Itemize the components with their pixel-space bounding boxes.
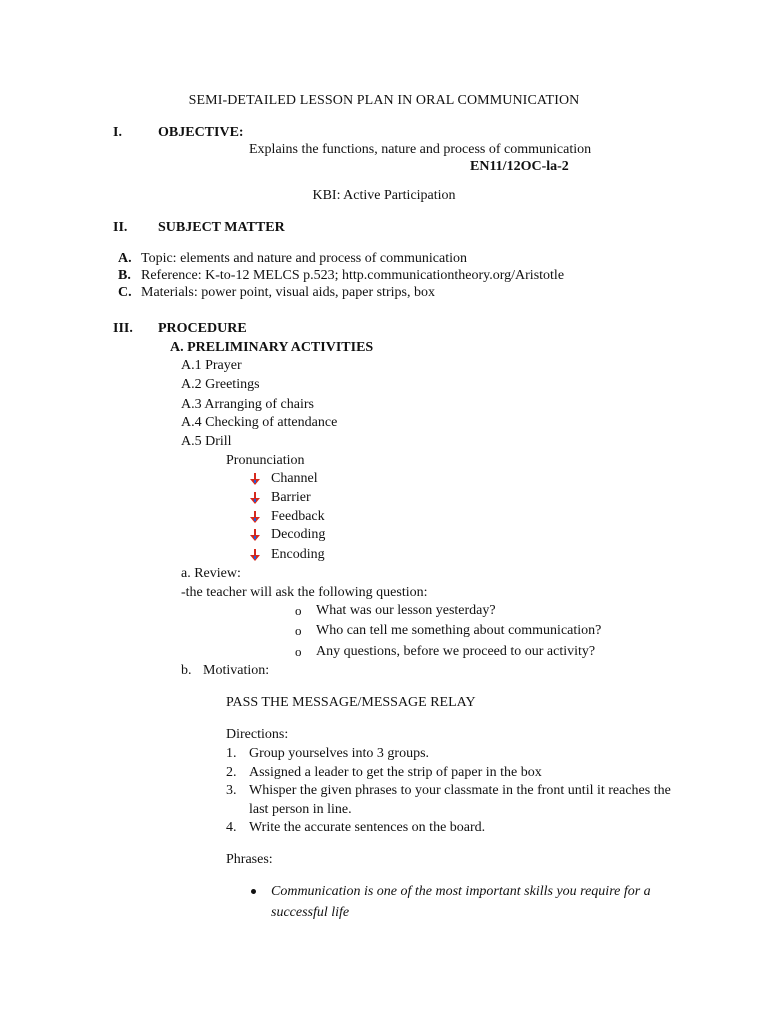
direction-item: Assigned a leader to get the strip of paper in the box (249, 765, 542, 780)
pronunciation-word: Channel (271, 471, 318, 486)
pronunciation-word: Feedback (271, 509, 325, 524)
review-question: What was our lesson yesterday? (316, 603, 496, 618)
subject-item-letter: A. (118, 251, 132, 266)
arrow-bullet-icon (250, 529, 260, 541)
objective-heading: OBJECTIVE: (158, 125, 244, 140)
hollow-bullet-icon: o (295, 623, 302, 638)
direction-item: Write the accurate sentences on the board. (249, 820, 486, 835)
activity-item: A.1 Prayer (181, 358, 242, 373)
direction-number: 3. (226, 783, 237, 798)
procedure-heading: PROCEDURE (158, 321, 247, 336)
activity-item: A.4 Checking of attendance (181, 415, 338, 430)
motivation-label: Motivation: (203, 663, 270, 678)
competency-code: EN11/12OC-la-2 (470, 159, 569, 174)
phrase-line: Communication is one of the most important skills you require for a (271, 884, 651, 899)
review-question: Who can tell me something about communication? (316, 623, 602, 638)
subject-matter-numeral: II. (113, 220, 128, 235)
pronunciation-word: Encoding (271, 547, 325, 562)
procedure-numeral: III. (113, 321, 133, 336)
arrow-bullet-icon (250, 473, 260, 485)
direction-item: Whisper the given phrases to your classmate in the front until it reaches the (249, 783, 671, 798)
direction-number: 2. (226, 765, 237, 780)
hollow-bullet-icon: o (295, 644, 302, 659)
subject-item-letter: C. (118, 285, 132, 300)
objective-numeral: I. (113, 125, 122, 140)
arrow-bullet-icon (250, 511, 260, 523)
direction-number: 4. (226, 820, 237, 835)
subject-item-topic: Topic: elements and nature and process of communication (141, 251, 467, 266)
direction-item: Group yourselves into 3 groups. (249, 746, 430, 761)
direction-number: 1. (226, 746, 237, 761)
hollow-bullet-icon: o (295, 603, 302, 618)
activity-item: A.3 Arranging of chairs (181, 397, 314, 412)
activity-item: A.2 Greetings (181, 377, 260, 392)
pronunciation-word: Barrier (271, 490, 311, 505)
bullet-dot-icon (251, 889, 256, 894)
direction-item-continued: last person in line. (249, 802, 352, 817)
kbi-text: KBI: Active Participation (312, 188, 456, 203)
pronunciation-word: Decoding (271, 527, 326, 542)
directions-label: Directions: (226, 727, 289, 742)
arrow-bullet-icon (250, 549, 260, 561)
phrase-line: successful life (271, 905, 350, 920)
review-question: Any questions, before we proceed to our activity? (316, 644, 596, 659)
objective-text: Explains the functions, nature and process of communication (249, 142, 592, 157)
review-intro: -the teacher will ask the following question: (181, 585, 428, 600)
phrases-label: Phrases: (226, 852, 273, 867)
review-label: a. Review: (181, 566, 241, 581)
document-title: SEMI-DETAILED LESSON PLAN IN ORAL COMMUNICATION (188, 93, 580, 108)
motivation-letter: b. (181, 663, 192, 678)
subject-item-letter: B. (118, 268, 131, 283)
activity-title: PASS THE MESSAGE/MESSAGE RELAY (226, 695, 476, 710)
subject-matter-heading: SUBJECT MATTER (158, 220, 285, 235)
preliminary-activities-heading: A. PRELIMINARY ACTIVITIES (170, 340, 374, 355)
subject-item-reference: Reference: K-to-12 MELCS p.523; http.communicationtheory.org/Aristotle (141, 268, 565, 283)
arrow-bullet-icon (250, 492, 260, 504)
pronunciation-label: Pronunciation (226, 453, 305, 468)
subject-item-materials: Materials: power point, visual aids, paper strips, box (141, 285, 435, 300)
activity-item: A.5 Drill (181, 434, 232, 449)
